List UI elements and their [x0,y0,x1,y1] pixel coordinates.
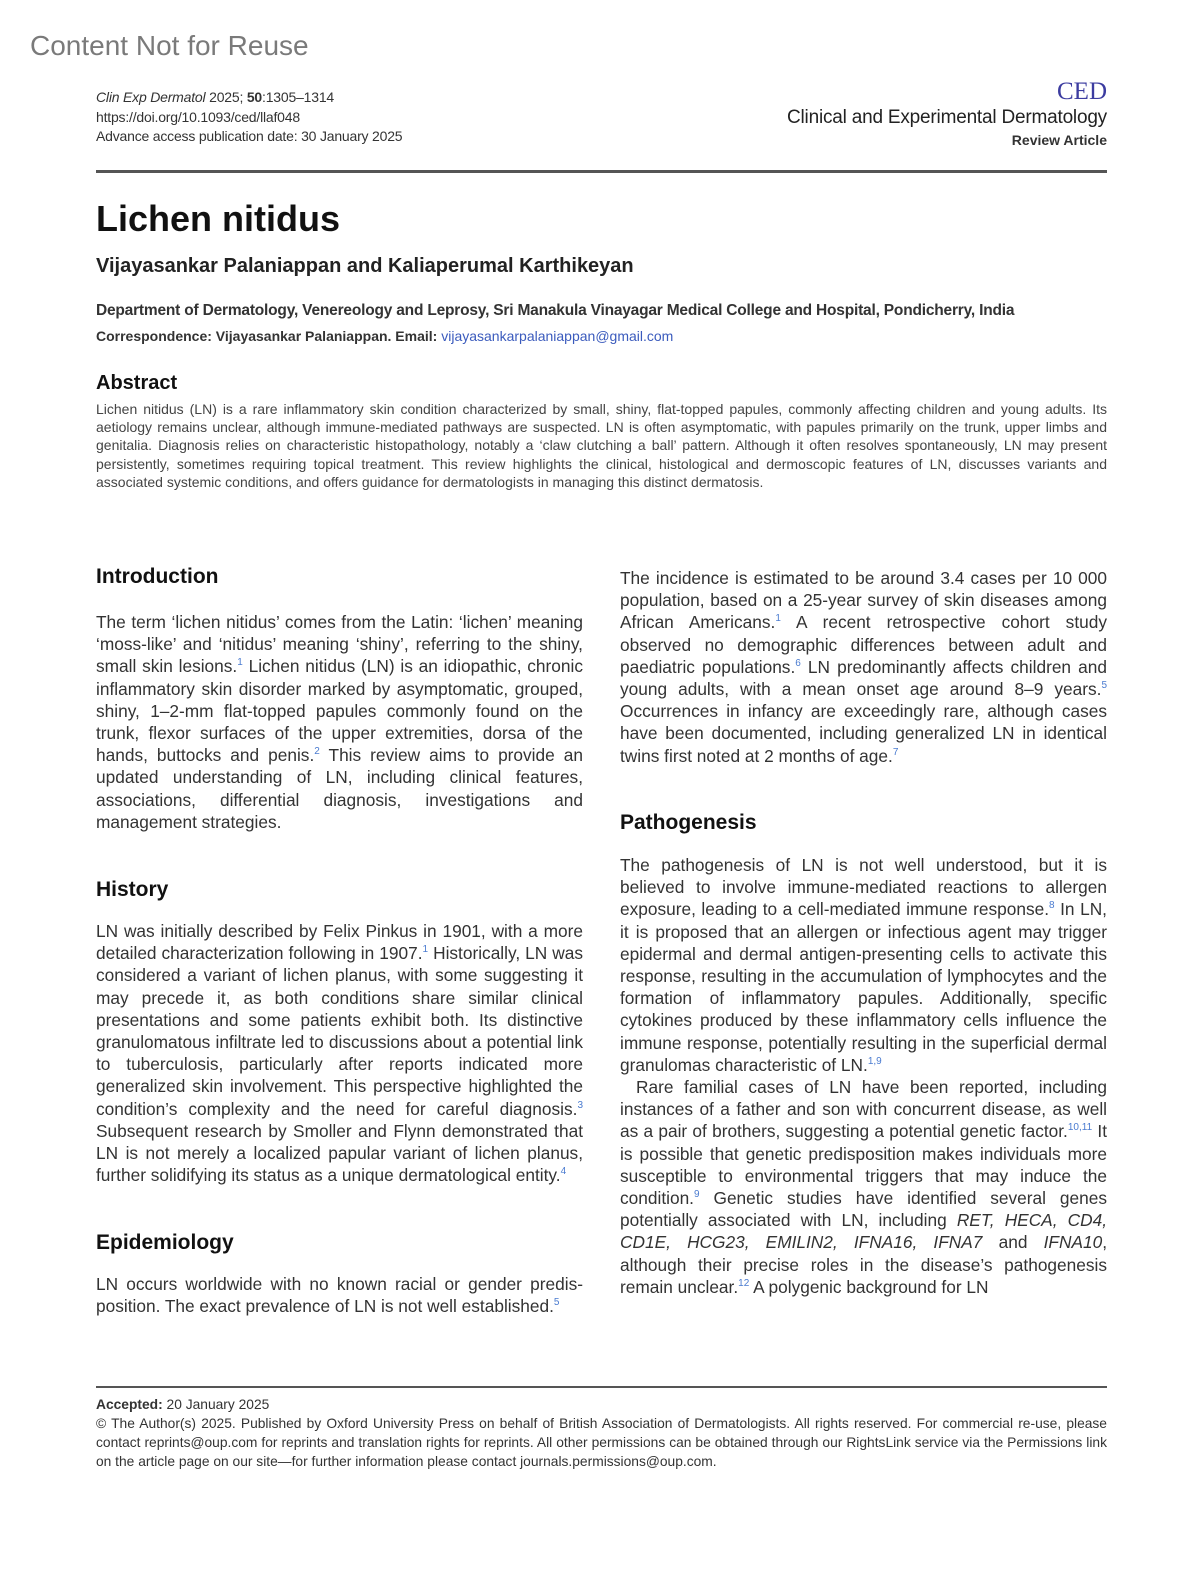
text-run: A recent retrospective cohort study observed no demographic differences between adult and paediatric populations. [620,612,1107,677]
article-type: Review Article [1011,132,1107,148]
journal-abbrev: Clin Exp Dermatol [96,89,206,105]
text-run: Occurrences in infancy are exceedingly rare, although cases have been documented, including generalized LN in identical twins first noted at 2 months of age. [620,701,1107,766]
section-heading-pathogenesis: Pathogenesis [620,811,757,834]
text-run: The pathogenesis of LN is not well understood, but it is believed to involve immune-mediated reactions to allergen exposure, leading to a cell-mediated immune response. [620,855,1107,920]
text-run: This review aims to provide an updated understanding of LN, including clinical features, associations, differential diagnosis, investigations and management strategies. [96,745,583,832]
text-run: Subsequent research by Smoller and Flynn demonstrated that LN is not merely a localized papular variant of lichen planus, further solidifying its status as a unique dermatological entity. [96,1120,583,1186]
paragraph [620,567,1107,767]
pathogenesis-body [620,854,1107,1298]
citation-reference[interactable]: 5 [553,1297,560,1309]
paragraph [96,611,583,833]
text-run: LN occurs worldwide with no known racial or gender predisposition. The exact prevalence of LN is not well established. [96,1274,583,1317]
correspondence-label: Correspondence: Vijayasankar Palaniappan. Email: [96,328,442,344]
correspondence [96,328,673,344]
citation-line [96,88,402,108]
citation-reference[interactable]: 3 [577,1099,583,1111]
citation-year: 2025; [205,89,247,105]
accepted-label: Accepted: [96,1397,163,1412]
section-heading-introduction: Introduction [96,565,219,588]
advance-access-date: Advance access publication date: 30 January 2025 [96,128,403,144]
journal-name: Clinical and Experimental Dermatology [787,107,1107,128]
affiliation: Department of Dermatology, Venereology and Leprosy, Sri Manakula Vinayagar Medical College and Hospital, Pondicherry, India [96,302,1015,319]
copyright-notice: © The Author(s) 2025. Published by Oxford University Press on behalf of British Association of Dermatologists. All rights reserved. For commercial re-use, please contact reprints@oup.com for reprints and translation rights for reprints. All other permissions can be obtained through our RightsLink service via the Permissions link on the article page on our site—for further information please contact journals.permissions@oup.com. [96,1416,1107,1469]
text-run: A polygenic background for LN [749,1276,989,1297]
citation-reference[interactable]: 12 [738,1278,750,1290]
abstract-text: Lichen nitidus (LN) is a rare inflammatory skin condition characterized by small, shiny, flat-topped papules, commonly affecting children and young adults. Its aetiology remains unclear, although immune-mediated pathways are suspected. LN is often asymptomatic, with papules primarily on the trunk, upper limbs and genitalia. Diagnosis relies on characteristic histopathology, notably a ‘claw clutching a ball’ pattern. Although it often resolves spontaneously, LN may present persistently, sometimes requiring topical treatment. This review highlights the clinical, histological and dermoscopic features of LN, discusses variants and associated systemic conditions, and offers guidance for dermatologists in managing this distinct dermatosis. [96,401,1107,490]
text-run: Genetic studies have identified several genes potentially associated with LN, including [620,1188,1107,1231]
citation-reference[interactable]: 6 [795,658,801,670]
paragraph [96,920,583,1186]
journal-logo: CED [1057,78,1107,105]
text-run: Rare familial cases of LN have been reported, including instances of a father and son with concurrent disease, as well as a pair of brothers, suggesting a potential genetic factor. [620,1077,1107,1142]
text-run: , although their precise roles in the disease’s pathogenesis remain unclear. [620,1232,1108,1297]
epidemiology-continued-body [620,567,1107,767]
section-heading-epidemiology: Epidemiology [96,1231,234,1254]
text-run: LN predominantly affects children and young adults, with a mean onset age around 8–9 years. [620,656,1107,700]
citation-reference[interactable]: 8 [1049,900,1055,912]
journal-header [787,78,1107,150]
paragraph [620,1076,1107,1298]
abstract-heading: Abstract [96,372,178,394]
history-body [96,920,583,1186]
text-run: LN was initially described by Felix Pinkus in 1901, with a more detailed characterization following in 1907. [96,921,583,964]
footer-divider [96,1386,1107,1388]
doi-link[interactable]: https://doi.org/10.1093/ced/llaf048 [96,108,300,125]
citation-reference[interactable]: 9 [693,1189,700,1201]
paragraph [96,1273,583,1317]
citation-block [96,88,402,147]
watermark: Content Not for Reuse [30,30,309,61]
paragraph [620,854,1107,1076]
accepted-date: 20 January 2025 [162,1397,270,1412]
section-heading-history: History [96,878,169,901]
citation-reference[interactable]: 10,11 [1067,1122,1093,1134]
accepted-line [96,1395,1107,1414]
citation-pages: :1305–1314 [262,89,334,105]
citation-reference[interactable]: 1 [237,657,243,669]
epidemiology-body [96,1273,583,1317]
text-run: It is possible that genetic predisposition makes individuals more susceptible to environmental triggers that may induce the condition. [620,1121,1108,1209]
article-authors: Vijayasankar Palaniappan and Kaliaperumal Karthikeyan [96,255,634,277]
header-divider [96,170,1107,173]
citation-volume: 50 [246,89,263,105]
introduction-body [96,611,583,833]
text-run: The incidence is estimated to be around 3.4 cases per 10 000 population, based on a 25-year survey of skin diseases among African Americans. [620,568,1107,633]
text-run: The term ‘lichen nitidus’ comes from the Latin: ‘lichen’ meaning ‘moss-like’ and ‘nitidus’ meaning ‘shiny’, referring to the shiny, small skin lesions. [96,612,583,677]
email-link[interactable]: vijayasankarpalaniappan@gmail.com [441,328,674,344]
citation-reference[interactable]: 2 [314,746,320,758]
citation-reference[interactable]: 1 [775,613,781,625]
citation-reference[interactable]: 7 [892,746,899,758]
text-run: Lichen nitidus (LN) is an idiopathic, chronic inflammatory skin disorder marked by asymptomatic, grouped, shiny, 1–2-mm flat-topped papules commonly found on the trunk, flexor surfaces of the upper extremities, dorsa of the hands, buttocks and penis. [96,656,583,766]
text-run: In LN, it is proposed that an allergen or infectious agent may trigger epidermal and dermal antigen-presenting cells to activate this response, resulting in the accumulation of lymphocytes and the formation of inflammatory papules. Additionally, specific cytokines produced by these inflammatory cells influence the immune response, potentially resulting in the superficial dermal granulomas characteristic of LN. [620,899,1107,1075]
article-title: Lichen nitidus [96,198,341,239]
text-run: Historically, LN was considered a variant of lichen planus, with some suggesting it may precede it, as both conditions share similar clinical presentations and some patients exhibit both. Its distinctive granulomatous infiltrate led to discussions about a potential link to tuberculosis, particularly after reports indicated more generalized skin involvement. This perspective highlighted the condition’s complexity and the need for careful diagnosis. [96,943,583,1119]
gene-names: RET, HECA, CD4, CD1E, HCG23, EMILIN2, IFNA16, IFNA7 [620,1210,1107,1253]
citation-reference[interactable]: 5 [1101,680,1107,692]
citation-reference[interactable]: 1,9 [867,1056,882,1068]
gene-names: IFNA10 [1043,1232,1103,1253]
footer [96,1395,1107,1471]
citation-reference[interactable]: 1 [422,944,429,956]
citation-reference[interactable]: 4 [560,1166,567,1178]
text-run: and [982,1232,1044,1253]
